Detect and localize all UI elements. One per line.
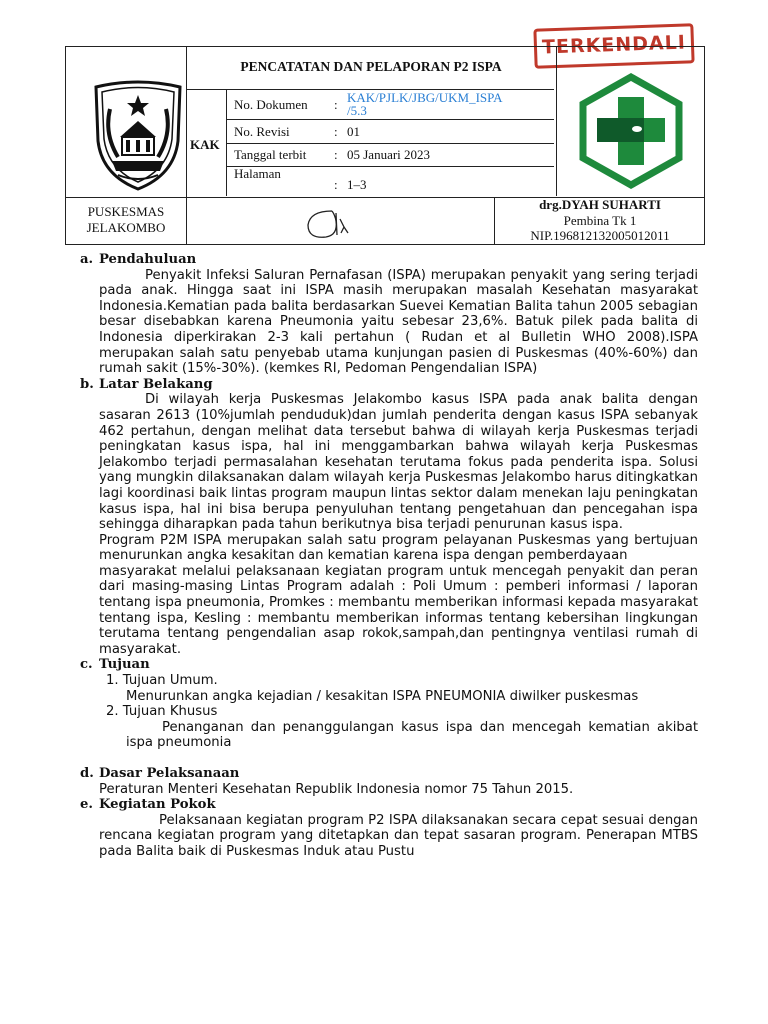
list-number: 2.	[106, 704, 119, 720]
section-text: Pelaksanaan kegiatan program P2 ISPA dilaksanakan secara cepat sesuai dengan rencana kegiatan program yang ditetapkan dan tepat sasaran program. Penerapan MTBS pada Balita baik di Puskesmas Induk atau Pustu	[99, 812, 698, 859]
section-title: Pendahuluan	[99, 252, 197, 267]
separator: :	[334, 124, 338, 139]
section-text: Penyakit Infeksi Saluran Pernafasan (ISPA) merupakan penyakit yang sering terjadi pada anak. Hingga saat ini ISPA masih merupakan masalah Kesehatan masyarakat Indonesia.Kematian pada balita berdasarkan Suevei Kematian Balita tahun 2005 sebagian besar disebabkan karena Pneumonia yaitu sebesar 23,6%. Batuk pilek pada balita di Indonesia diperkirakan 2-3 kali pertahun ( Rudan et al Bulletin WHO 2008).ISPA merupakan salah satu penyebab utama kunjungan pasien di Puskesmas (40%-60%) dan rumah sakit (15%-30%). (kemkes RI, Pedoman Pengendalian ISPA)	[99, 267, 698, 377]
revision-value: 01	[347, 124, 360, 139]
revision-label: No. Revisi	[234, 124, 290, 139]
section-letter: d.	[80, 766, 94, 781]
section-title: Kegiatan Pokok	[99, 797, 216, 813]
regency-emblem-icon	[90, 79, 186, 191]
divider	[226, 143, 554, 144]
list-item	[106, 673, 698, 689]
section-letter: c.	[80, 657, 93, 673]
separator: :	[334, 147, 338, 162]
section-letter: b.	[80, 376, 94, 392]
section-text: Peraturan Menteri Kesehatan Republik Indonesia nomor 75 Tahun 2015.	[99, 781, 574, 797]
separator: :	[334, 177, 338, 192]
doc-number-label: No. Dokumen	[234, 97, 308, 112]
section-latar-belakang	[80, 377, 698, 658]
section-letter: a.	[80, 252, 94, 267]
doc-number-value: KAK/PJLK/JBG/UKM_ISPA /5.3	[347, 90, 502, 118]
stamp-terkendali: TERKENDALI	[533, 23, 694, 69]
list-number: 1.	[106, 673, 119, 689]
section-text: Di wilayah kerja Puskesmas Jelakombo kasus ISPA pada anak balita dengan sasaran 2613 (10%jumlah penduduk)dan jumlah penderita dengan kasus ISPA sebanyak 462 pertahun, dengan melihat data tersebut bahwa di wilayah kerja Puskesmas terjadi peningkatan kasus ispa, hal ini menggambarkan bahwa wilayah kerja Puskesmas Jelakombo terjadi permasalahan kesehatan terutama fokus pada penderita ispa. Solusi yang mungkin dilaksanakan dalam wilayah kerja Puskesmas Jelakombo harus ditingkatkan lagi koordinasi baik lintas program maupun lintas sektor dalam menekan laju peningkatan kasus ispa, hal ini bisa berupa penyuluhan tentang pengetahuan dan pencegahan ispa sehingga diharapkan pada tahun berikutnya bisa terjadi penurunan kasus ispa.	[99, 392, 698, 533]
signer-rank: Pembina Tk 1	[563, 212, 637, 228]
section-tujuan	[80, 657, 698, 751]
section-text: Program P2M ISPA merupakan salah satu program pelayanan Puskesmas yang bertujuan menurunkan angka kesakitan dan kematian karena ispa dengan pemberdayaan	[99, 532, 698, 564]
section-text: masyarakat melalui pelaksanaan kegiatan program untuk mencegah penyakit dan peran dari masing-masing Lintas Program adalah : Poli Umum : pemberi informasi / laporan tentang ispa pneumonia, Promkes : membantu memberikan informasi kepada masyarakat tentang ispa, Kesling : membantu memberikan informas tentang kebersihan lingkungan terutama tentang pengendalian asap rokok,sampah,dan pentingnya ventilasi rumah di masyarakat.	[99, 563, 698, 657]
issue-date-value: 05 Januari 2023	[347, 147, 431, 162]
list-text: Penanganan dan penanggulangan kasus ispa dan mencegah kematian akibat ispa pneumonia	[126, 719, 698, 751]
section-letter: e.	[80, 797, 93, 813]
list-heading: Tujuan Umum.	[122, 673, 218, 689]
divider	[556, 47, 557, 196]
signer-block	[494, 197, 706, 244]
kak-label: KAK	[190, 137, 220, 152]
signer-name: drg.DYAH SUHARTI	[539, 197, 661, 212]
document-body	[80, 252, 698, 860]
document-header-table	[65, 46, 705, 245]
list-item	[106, 704, 698, 720]
divider	[226, 119, 554, 120]
section-pendahuluan	[80, 252, 698, 377]
section-title: Tujuan	[99, 657, 150, 673]
signer-nip: NIP.196812132005012011	[530, 228, 670, 243]
issue-date-label: Tanggal terbit	[234, 147, 307, 162]
list-text: Menurunkan angka kejadian / kesakitan ISPA PNEUMONIA diwilker puskesmas	[126, 688, 639, 704]
puskesmas-logo-icon	[575, 73, 687, 189]
section-dasar-pelaksanaan	[80, 766, 698, 797]
puskesmas-name	[66, 204, 186, 236]
list-heading: Tujuan Khusus	[122, 704, 218, 720]
page-label: Halaman	[234, 166, 281, 181]
page-value: 1–3	[347, 177, 367, 192]
section-title: Latar Belakang	[99, 376, 213, 392]
section-kegiatan-pokok	[80, 797, 698, 859]
document-title: PENCATATAN DAN PELAPORAN P2 ISPA	[240, 59, 502, 74]
section-title: Dasar Pelaksanaan	[99, 766, 240, 781]
puskesmas-line1: PUSKESMAS	[87, 204, 165, 219]
separator: :	[334, 97, 338, 112]
puskesmas-line2: JELAKOMBO	[86, 220, 166, 235]
signature-icon	[302, 205, 362, 243]
divider	[186, 47, 187, 244]
